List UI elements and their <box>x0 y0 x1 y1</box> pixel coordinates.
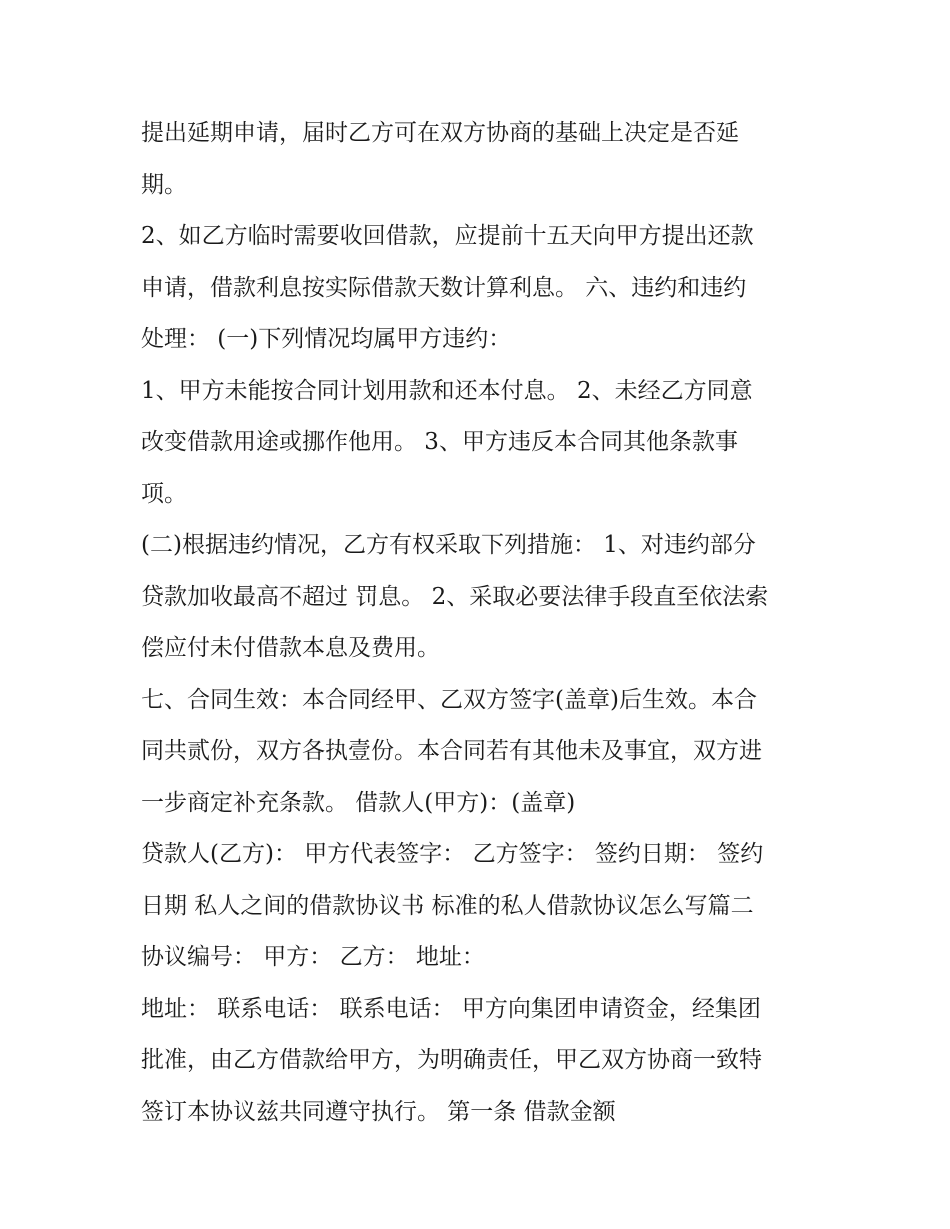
text-line: 1、甲方未能按合同计划用款和还本付息。 2、未经乙方同意 <box>141 377 753 404</box>
text-line: 协议编号： 甲方： 乙方： 地址： <box>141 944 485 970</box>
text-line: 偿应付未付借款本息及费用。 <box>141 635 440 661</box>
text-line: 日期 私人之间的借款协议书 标准的私人借款协议怎么写篇二 <box>141 892 754 919</box>
text-line: 同共贰份，双方各执壹份。本合同若有其他未及事宜，双方进 <box>141 738 762 764</box>
text-line: 签订本协议兹共同遵守执行。 第一条 借款金额 <box>141 1098 616 1125</box>
text-line: 改变借款用途或挪作他用。 3、甲方违反本合同其他条款事 <box>141 429 738 455</box>
text-line: 项。 <box>141 480 187 507</box>
text-line: 一步商定补充条款。 借款人(甲方)：(盖章) <box>141 789 576 816</box>
text-line: (二)根据违约情况，乙方有权采取下列措施： 1、对违约部分 <box>141 532 756 558</box>
text-line: 期。 <box>141 171 187 198</box>
text-line: 申请，借款利息按实际借款天数计算利息。 六、违约和违约 <box>141 274 747 301</box>
text-line: 提出延期申请，届时乙方可在双方协商的基础上决定是否延 <box>141 120 739 146</box>
text-line: 七、合同生效：本合同经甲、乙双方签字(盖章)后生效。本合 <box>141 686 757 713</box>
document-body <box>141 108 821 1138</box>
text-line: 贷款人(乙方)： 甲方代表签字： 乙方签字： 签约日期： 签约 <box>141 841 764 867</box>
text-line: 批准，由乙方借款给甲方，为明确责任，甲乙双方协商一致特 <box>141 1047 762 1073</box>
text-line: 处理： (一)下列情况均属甲方违约： <box>141 326 512 352</box>
text-line: 2、如乙方临时需要收回借款，应提前十五天向甲方提出还款 <box>141 223 754 249</box>
text-line: 地址： 联系电话： 联系电话： 甲方向集团申请资金，经集团 <box>141 995 761 1022</box>
text-line: 贷款加收最高不超过 罚息。 2、采取必要法律手段直至依法索 <box>141 583 769 610</box>
